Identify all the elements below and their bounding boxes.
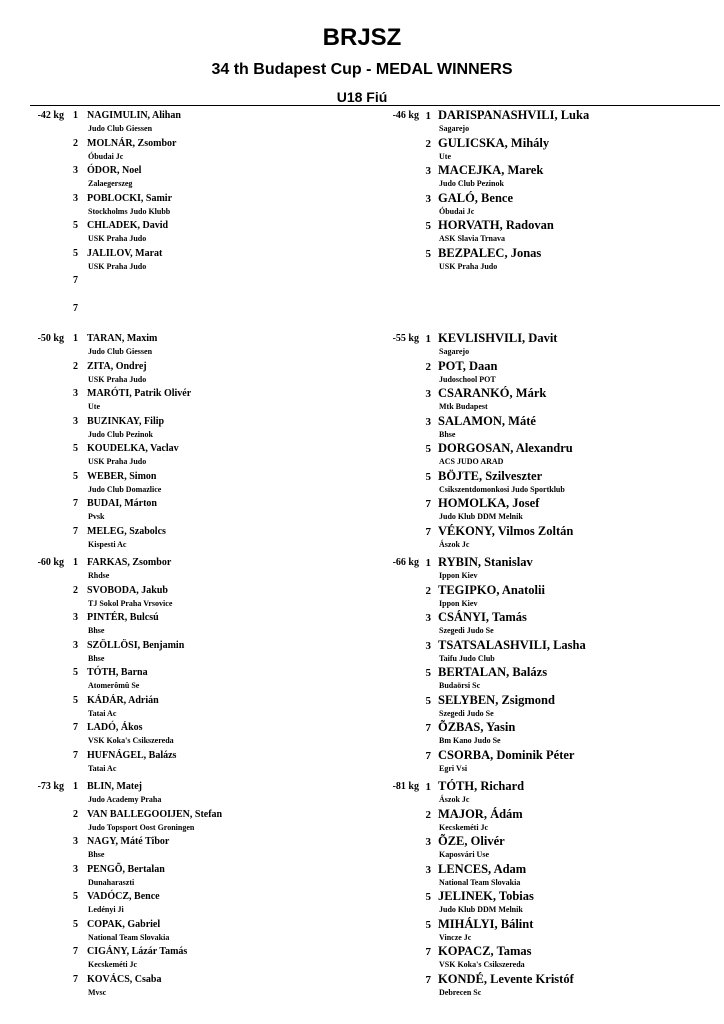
athlete-name: CSÁNYI, Tamás: [438, 610, 527, 624]
place-number: 3: [73, 612, 78, 623]
place-number: 1: [425, 110, 431, 122]
athlete-name: CHLADEK, David: [87, 220, 169, 231]
athlete-name: ÕZE, Olivér: [438, 834, 505, 848]
club-name: Taifu Judo Club: [439, 653, 495, 663]
athlete-name: BÖJTE, Szilveszter: [438, 468, 543, 483]
club-name: Szegedi Judo Se: [439, 626, 494, 635]
athlete-name: KEVLISHVILI, Davit: [438, 331, 558, 345]
place-number: 1: [73, 333, 78, 344]
athlete-name: HOMOLKA, Josef: [438, 496, 540, 510]
place-number: 7: [425, 525, 431, 538]
athlete-name: DARISPANASHVILI, Luka: [438, 108, 590, 122]
place-number: 3: [73, 415, 78, 427]
athlete-name: KONDÉ, Levente Kristóf: [438, 971, 574, 986]
athlete-name: JALILOV, Marat: [87, 247, 163, 259]
place-number: 7: [73, 749, 78, 761]
club-name: Tatai Ac: [88, 708, 117, 718]
club-name: Szegedi Judo Se: [439, 708, 494, 718]
weight-class-label: -73 kg: [37, 781, 64, 792]
athlete-name: BUZINKAY, Filip: [87, 415, 165, 427]
club-name: Debrecen Sc: [439, 987, 482, 997]
club-name: Egri Vsi: [439, 763, 468, 773]
club-name: Judo Topsport Oost Groningen: [88, 822, 195, 832]
place-number: 3: [425, 388, 431, 400]
athlete-name: ÓDOR, Noel: [87, 165, 142, 176]
club-name: Tatai Ac: [88, 763, 117, 773]
athlete-name: PENGÕ, Bertalan: [87, 863, 165, 875]
athlete-name: TEGIPKO, Anatolii: [438, 582, 545, 597]
place-number: 5: [73, 443, 78, 454]
place-number: 7: [73, 302, 78, 314]
club-name: National Team Slovakia: [439, 877, 521, 887]
place-number: 3: [425, 863, 431, 876]
athlete-name: LADÓ, Ákos: [87, 722, 143, 733]
athlete-name: SALAMON, Máté: [438, 413, 536, 428]
weight-class-label: -42 kg: [37, 110, 64, 121]
place-number: 7: [73, 722, 78, 733]
athlete-name: HORVATH, Radovan: [438, 218, 554, 232]
athlete-name: BLIN, Matej: [87, 781, 142, 792]
club-name: VSK Koka's Csikszereda: [439, 960, 525, 969]
club-name: Óbudai Jc: [439, 206, 475, 216]
club-name: Judo Club Pezinok: [439, 179, 504, 188]
club-name: USK Praha Judo: [88, 457, 147, 466]
place-number: 5: [425, 443, 431, 455]
club-name: Judo Klub DDM Melnik: [439, 512, 523, 521]
athlete-name: MAJOR, Ádám: [438, 806, 523, 821]
club-name: Ledényi Ji: [88, 905, 124, 914]
place-number: 1: [425, 333, 431, 345]
place-number: 3: [73, 863, 78, 875]
place-number: 1: [73, 557, 78, 568]
weight-class-label: -50 kg: [37, 333, 64, 344]
club-name: Ászok Jc: [439, 539, 470, 549]
athlete-name: POBLOCKI, Samir: [87, 192, 173, 204]
athlete-name: RYBIN, Stanislav: [438, 555, 533, 569]
athlete-name: ZITA, Ondrej: [87, 360, 147, 372]
place-number: 7: [425, 973, 431, 986]
place-number: 5: [425, 470, 431, 483]
place-number: 3: [73, 836, 78, 847]
athlete-name: TSATSALASHVILI, Lasha: [438, 637, 586, 652]
club-name: Mtk Budapest: [439, 402, 488, 411]
club-name: Ute: [88, 402, 100, 411]
club-name: Bm Kano Judo Se: [439, 736, 501, 745]
place-number: 5: [73, 891, 78, 902]
place-number: 3: [425, 612, 431, 624]
athlete-name: VADÓCZ, Bence: [87, 891, 160, 902]
place-number: 7: [425, 946, 431, 958]
club-name: Csikszentdomonkosi Judo Sportklub: [439, 484, 565, 494]
athlete-name: TÓTH, Barna: [87, 667, 148, 678]
place-number: 2: [73, 137, 78, 149]
place-number: 3: [73, 388, 78, 399]
club-name: Sagarejo: [439, 124, 470, 133]
place-number: 5: [425, 891, 431, 903]
weight-class-label: -66 kg: [392, 557, 419, 568]
athlete-name: BEZPALEC, Jonas: [438, 245, 542, 260]
place-number: 5: [425, 247, 431, 260]
place-number: 7: [73, 525, 78, 537]
athlete-name: MARÓTI, Patrik Olivér: [87, 388, 192, 399]
athlete-name: GALÓ, Bence: [438, 190, 513, 205]
athlete-name: WEBER, Simon: [87, 470, 157, 482]
place-number: 7: [425, 722, 431, 734]
club-name: Kecskeméti Jc: [88, 960, 138, 969]
athlete-name: MIHÁLYI, Bálint: [438, 916, 534, 931]
club-name: Pvsk: [88, 512, 105, 521]
place-number: 3: [73, 639, 78, 651]
club-name: Kispesti Ac: [88, 539, 127, 549]
place-number: 2: [425, 360, 431, 373]
athlete-name: NAGY, Máté Tibor: [87, 836, 170, 847]
place-number: 2: [425, 584, 431, 597]
page-title: 34 th Budapest Cup - MEDAL WINNERS: [211, 61, 513, 78]
club-name: ACS JUDO ARAD: [439, 457, 504, 466]
club-name: Judo Club Pezinok: [88, 429, 153, 439]
club-name: Budaörsi Sc: [439, 681, 481, 690]
club-name: Bhse: [88, 626, 105, 635]
club-name: Judo Academy Praha: [88, 795, 162, 804]
athlete-name: BUDAI, Márton: [87, 498, 157, 509]
athlete-name: KOPACZ, Tamas: [438, 944, 532, 958]
place-number: 5: [73, 694, 78, 706]
place-number: 7: [73, 973, 78, 985]
place-number: 3: [425, 836, 431, 848]
club-name: Bhse: [88, 850, 105, 859]
place-number: 3: [425, 415, 431, 428]
club-name: ASK Slavia Trnava: [439, 234, 505, 243]
club-name: Judo Club Domazlice: [88, 484, 162, 494]
athlete-name: NAGIMULIN, Alihan: [87, 110, 181, 121]
place-number: 3: [425, 165, 431, 177]
place-number: 5: [425, 667, 431, 679]
club-name: USK Praha Judo: [88, 261, 147, 271]
athlete-name: ÕZBAS, Yasin: [438, 720, 516, 734]
club-name: Ászok Jc: [439, 795, 470, 804]
athlete-name: SZÖLLÖSI, Benjamin: [87, 639, 185, 651]
athlete-name: JELINEK, Tobias: [438, 889, 534, 903]
org-title: BRJSZ: [322, 24, 402, 51]
place-number: 1: [425, 557, 431, 569]
place-number: 2: [425, 137, 431, 150]
place-number: 5: [73, 220, 78, 231]
club-name: Sagarejo: [439, 347, 470, 356]
club-name: Óbudai Jc: [88, 151, 124, 161]
club-name: Bhse: [88, 653, 105, 663]
athlete-name: DORGOSAN, Alexandru: [438, 441, 573, 455]
club-name: Kecskeméti Jc: [439, 822, 489, 832]
athlete-name: LENCES, Adam: [438, 861, 527, 876]
club-name: USK Praha Judo: [439, 261, 498, 271]
club-name: USK Praha Judo: [88, 374, 147, 384]
athlete-name: TARAN, Maxim: [87, 333, 158, 344]
place-number: 7: [425, 498, 431, 510]
athlete-name: FARKAS, Zsombor: [87, 557, 172, 568]
club-name: Ippon Kiev: [439, 598, 478, 608]
place-number: 2: [425, 808, 431, 821]
athlete-name: SVOBODA, Jakub: [87, 584, 168, 596]
club-name: Ippon Kiev: [439, 571, 478, 580]
club-name: Atomerômû Se: [88, 681, 140, 690]
athlete-name: CSARANKÓ, Márk: [438, 386, 547, 400]
place-number: 3: [73, 192, 78, 204]
club-name: Bhse: [439, 429, 456, 439]
club-name: Zalaegerszeg: [88, 179, 133, 188]
place-number: 2: [73, 584, 78, 596]
club-name: Judo Club Giessen: [88, 124, 153, 133]
athlete-name: POT, Daan: [438, 358, 498, 373]
athlete-name: KOVÁCS, Csaba: [87, 973, 162, 985]
place-number: 1: [425, 781, 431, 793]
club-name: Judo Club Giessen: [88, 347, 153, 356]
athlete-name: MACEJKA, Marek: [438, 163, 544, 177]
place-number: 5: [73, 667, 78, 678]
club-name: Ute: [439, 151, 451, 161]
athlete-name: KÁDÁR, Adrián: [87, 694, 159, 706]
place-number: 2: [73, 360, 78, 372]
club-name: TJ Sokol Praha Vrsovice: [88, 598, 173, 608]
club-name: VSK Koka's Csikszereda: [88, 736, 174, 745]
club-name: Kaposvári Use: [439, 850, 489, 859]
athlete-name: SELYBEN, Zsigmond: [438, 692, 555, 707]
club-name: Vincze Jc: [439, 932, 472, 942]
club-name: USK Praha Judo: [88, 234, 147, 243]
place-number: 3: [425, 192, 431, 205]
weight-class-label: -46 kg: [392, 110, 419, 121]
place-number: 7: [73, 498, 78, 509]
athlete-name: MELEG, Szabolcs: [87, 525, 166, 537]
athlete-name: VAN BALLEGOOIJEN, Stefan: [87, 808, 223, 820]
club-name: Judoschool POT: [439, 374, 496, 384]
place-number: 1: [73, 110, 78, 121]
place-number: 7: [73, 946, 78, 957]
place-number: 2: [73, 808, 78, 820]
club-name: Stockholms Judo Klubb: [88, 206, 171, 216]
athlete-name: KOUDELKA, Vaclav: [87, 443, 179, 454]
club-name: National Team Slovakia: [88, 932, 170, 942]
athlete-name: GULICSKA, Mihály: [438, 135, 550, 150]
athlete-name: CIGÁNY, Lázár Tamás: [87, 946, 188, 957]
club-name: Judo Klub DDM Melnik: [439, 905, 523, 914]
weight-class-label: -60 kg: [37, 557, 64, 568]
place-number: 5: [425, 918, 431, 931]
club-name: Mvsc: [88, 987, 107, 997]
place-number: 7: [425, 749, 431, 762]
weight-class-label: -55 kg: [392, 333, 419, 344]
place-number: 5: [73, 470, 78, 482]
place-number: 3: [73, 165, 78, 176]
athlete-name: VÉKONY, Vilmos Zoltán: [438, 523, 574, 538]
place-number: 5: [73, 247, 78, 259]
place-number: 5: [425, 220, 431, 232]
athlete-name: PINTÉR, Bulcsú: [87, 612, 159, 623]
athlete-name: COPAK, Gabriel: [87, 918, 161, 930]
place-number: 5: [425, 694, 431, 707]
header-divider: [30, 105, 720, 106]
place-number: 7: [73, 275, 78, 286]
athlete-name: HUFNÁGEL, Balázs: [87, 749, 177, 761]
club-name: Rhdse: [88, 571, 110, 580]
weight-class-label: -81 kg: [392, 781, 419, 792]
athlete-name: MOLNÁR, Zsombor: [87, 137, 177, 149]
athlete-name: TÓTH, Richard: [438, 779, 525, 793]
athlete-name: BERTALAN, Balázs: [438, 665, 548, 679]
club-name: Dunaharaszti: [88, 877, 135, 887]
place-number: 5: [73, 918, 78, 930]
place-number: 3: [425, 639, 431, 652]
category-title: U18 Fiú: [336, 89, 388, 105]
athlete-name: CSORBA, Dominik Péter: [438, 747, 575, 762]
place-number: 1: [73, 781, 78, 792]
